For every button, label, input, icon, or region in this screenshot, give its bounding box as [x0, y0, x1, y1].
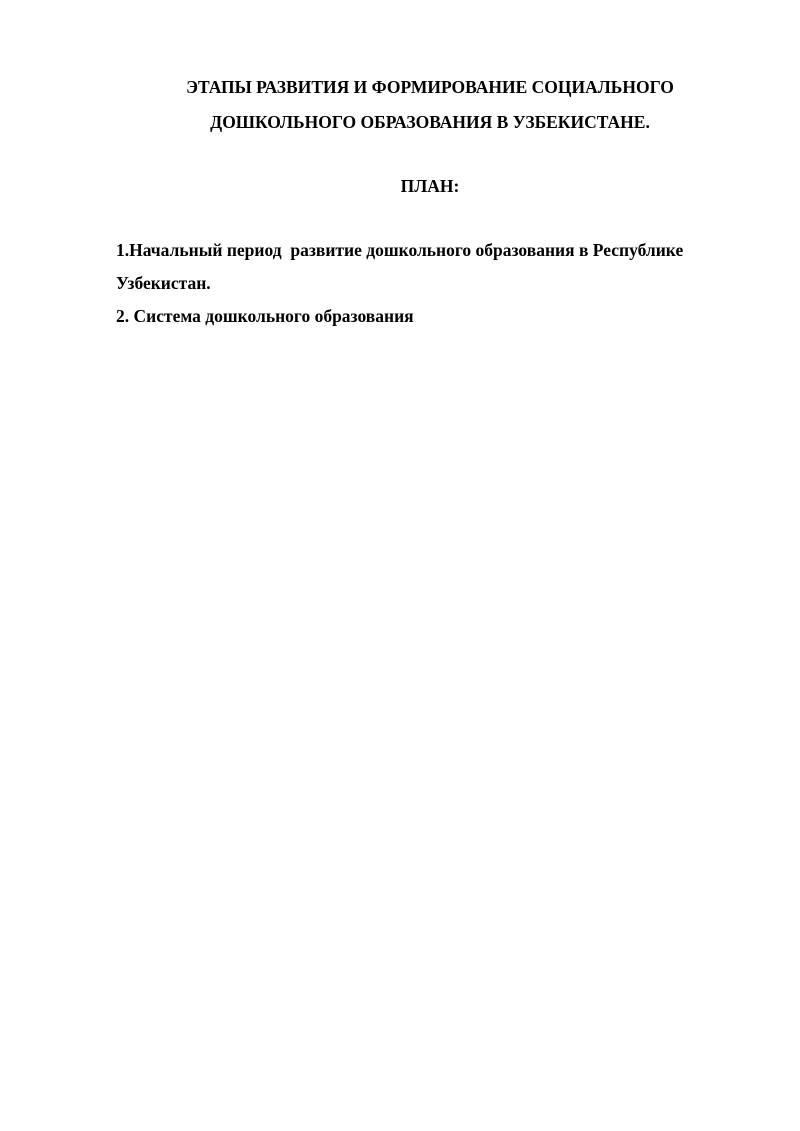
plan-list	[116, 234, 756, 333]
title-line-2: ДОШКОЛЬНОГО ОБРАЗОВАНИЯ В УЗБЕКИСТАНЕ.	[210, 112, 650, 132]
plan-item-2: 2. Система дошкольного образования	[116, 306, 414, 326]
document-title	[100, 70, 760, 140]
title-line-1: ЭТАПЫ РАЗВИТИЯ И ФОРМИРОВАНИЕ СОЦИАЛЬНОГО	[186, 77, 674, 97]
plan-heading: ПЛАН:	[400, 176, 460, 196]
plan-item-1: 1.Начальный период развитие дошкольного образования в Республике Узбекистан.	[116, 240, 688, 293]
